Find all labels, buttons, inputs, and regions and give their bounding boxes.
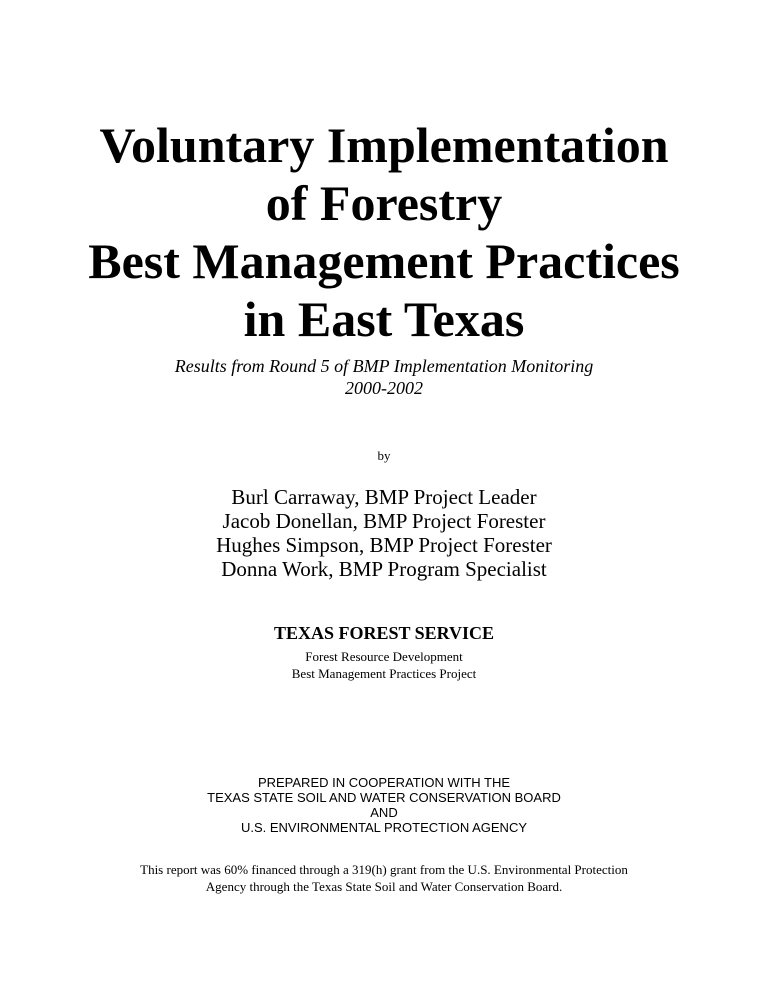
- funding-line: Agency through the Texas State Soil and Water Conservation Board.: [205, 879, 563, 894]
- cooperation-line: PREPARED IN COOPERATION WITH THE: [257, 775, 511, 790]
- subtitle-years: 2000-2002: [345, 378, 423, 398]
- title-line: Best Management Practices: [88, 233, 680, 289]
- cooperation-statement: [0, 775, 768, 835]
- funding-line: This report was 60% financed through a 319(h) grant from the U.S. Environmental Protection: [140, 862, 628, 877]
- report-title: [0, 116, 768, 348]
- author-list: [0, 485, 768, 581]
- agency-name: TEXAS FOREST SERVICE: [273, 623, 495, 643]
- cooperation-line: U.S. ENVIRONMENTAL PROTECTION AGENCY: [240, 820, 528, 835]
- agency-project: Best Management Practices Project: [291, 666, 477, 681]
- author-entry: Jacob Donellan, BMP Project Forester: [222, 509, 546, 533]
- cooperation-line: AND: [370, 805, 398, 820]
- title-line: in East Texas: [243, 291, 525, 347]
- author-entry: Hughes Simpson, BMP Project Forester: [216, 533, 552, 557]
- subtitle-line: Results from Round 5 of BMP Implementation Monitoring: [174, 356, 594, 376]
- by-label: by: [377, 448, 391, 463]
- author-entry: Donna Work, BMP Program Specialist: [221, 557, 547, 581]
- title-line: Voluntary Implementation: [99, 117, 669, 173]
- cooperation-line: TEXAS STATE SOIL AND WATER CONSERVATION BOARD: [207, 790, 561, 805]
- author-entry: Burl Carraway, BMP Project Leader: [231, 485, 537, 509]
- agency-division: Forest Resource Development: [305, 649, 463, 664]
- agency-block: [0, 622, 768, 682]
- funding-note: [0, 861, 768, 895]
- report-subtitle: [0, 355, 768, 399]
- title-line: of Forestry: [265, 175, 503, 231]
